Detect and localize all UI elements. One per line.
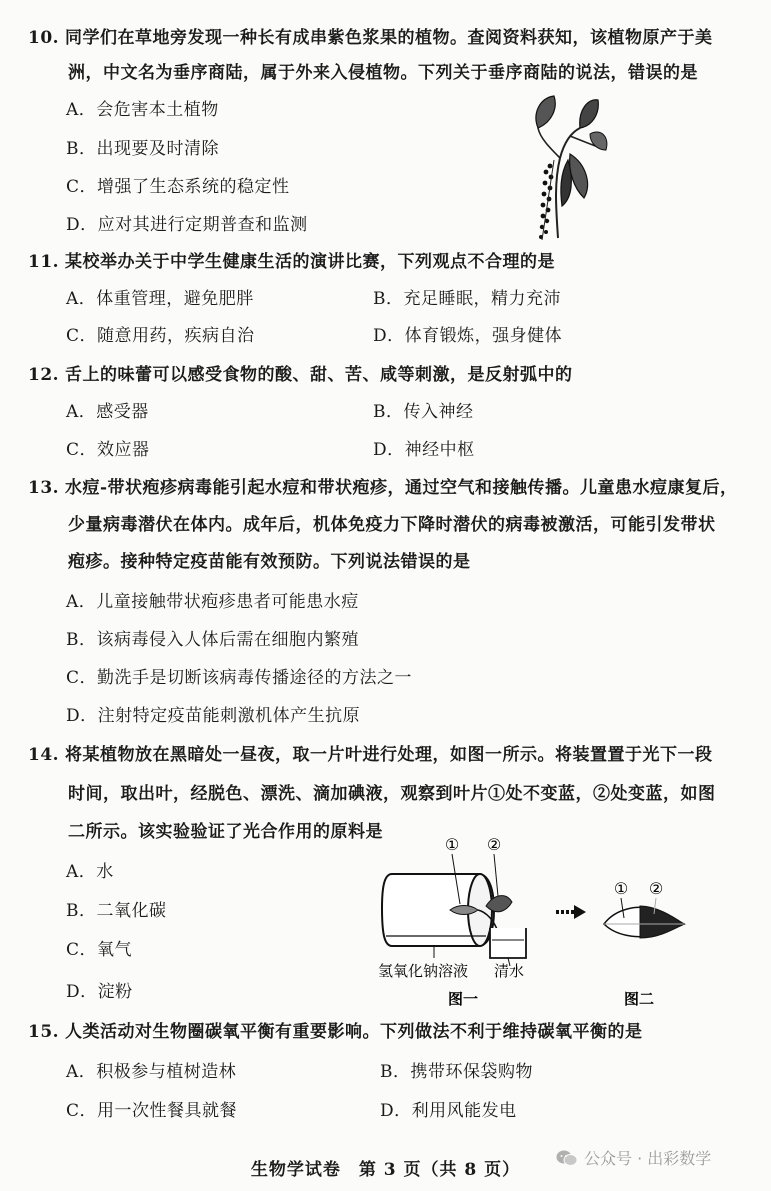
question-15-option-b: B．携带环保袋购物 (380, 1062, 533, 1082)
question-14-line-1: 14. 将某植物放在黑暗处一昼夜，取一片叶进行处理，如图一所示。将装置置于光下一段 (28, 745, 713, 765)
question-10-option-a: A．会危害本土植物 (66, 100, 219, 120)
question-15-option-d: D．利用风能发电 (380, 1101, 517, 1121)
question-14-line-3: 二所示。该实验验证了光合作用的原料是 (68, 822, 383, 842)
question-13-option-d: D．注射特定疫苗能刺激机体产生抗原 (66, 706, 361, 726)
question-14-option-b: B．二氧化碳 (66, 901, 167, 921)
question-15-line-1: 15. 人类活动对生物圈碳氧平衡有重要影响。下列做法不利于维持碳氧平衡的是 (28, 1022, 643, 1042)
watermark-text: 公众号 · 出彩数学 (584, 1149, 712, 1168)
question-12-line-1: 12. 舌上的味蕾可以感受食物的酸、甜、苦、咸等刺激，是反射弧中的 (28, 365, 573, 385)
question-14-line-2: 时间，取出叶，经脱色、漂洗、滴加碘液，观察到叶片①处不变蓝，②处变蓝，如图 (68, 784, 716, 804)
question-14-option-c: C．氧气 (66, 940, 133, 960)
label-sodium-hydroxide: 氢氧化钠溶液 (378, 962, 469, 980)
label-clear-water: 清水 (494, 962, 525, 980)
wechat-icon (556, 1149, 578, 1167)
question-14-option-a: A．水 (66, 862, 114, 882)
experiment-figure (378, 828, 698, 1008)
question-14-option-d: D．淀粉 (66, 982, 133, 1002)
question-15-option-c: C．用一次性餐具就餐 (66, 1101, 238, 1121)
figure-one-marker-2: ② (486, 835, 502, 854)
question-11-option-d: D．体育锻炼，强身健体 (373, 326, 563, 346)
question-13-option-b: B．该病毒侵入人体后需在细胞内繁殖 (66, 630, 359, 650)
arrow-icon (556, 905, 586, 919)
question-10-option-c: C．增强了生态系统的稳定性 (66, 177, 290, 197)
question-11-option-c: C．随意用药，疾病自治 (66, 326, 255, 346)
question-12-option-c: C．效应器 (66, 440, 150, 460)
figure-two-marker-1: ① (613, 879, 629, 898)
question-13-line-2: 少量病毒潜伏在体内。成年后，机体免疫力下降时潜伏的病毒被激活，可能引发带状 (68, 515, 716, 535)
figure-two-marker-2: ② (648, 879, 664, 898)
question-10-line-2: 洲，中文名为垂序商陆，属于外来入侵植物。下列关于垂序商陆的说法，错误的是 (68, 63, 698, 83)
question-10-option-d: D．应对其进行定期普查和监测 (66, 215, 308, 235)
caption-figure-two: 图二 (624, 990, 655, 1008)
caption-figure-one: 图一 (448, 990, 479, 1008)
question-13-option-c: C．勤洗手是切断该病毒传播途径的方法之一 (66, 668, 413, 688)
question-12-option-a: A．感受器 (66, 402, 149, 422)
question-15-option-a: A．积极参与植树造林 (66, 1062, 237, 1082)
figure-one-marker-1: ① (444, 835, 460, 854)
question-11-line-1: 11. 某校举办关于中学生健康生活的演讲比赛，下列观点不合理的是 (28, 252, 555, 272)
watermark (556, 1146, 711, 1169)
pokeweed-plant-illustration (510, 88, 620, 248)
question-13-option-a: A．儿童接触带状疱疹患者可能患水痘 (66, 592, 359, 612)
figure-one-apparatus (378, 835, 526, 1008)
question-12-option-d: D．神经中枢 (373, 440, 475, 460)
question-10-option-b: B．出现要及时清除 (66, 139, 219, 159)
question-13-line-1: 13. 水痘-带状疱疹病毒能引起水痘和带状疱疹，通过空气和接触传播。儿童患水痘康复后， (28, 478, 738, 498)
question-10-line-1: 10. 同学们在草地旁发现一种长有成串紫色浆果的植物。查阅资料获知，该植物原产于美 (28, 28, 713, 48)
figure-two-leaf (604, 879, 684, 1008)
question-12-option-b: B．传入神经 (373, 402, 474, 422)
question-11-option-a: A．体重管理，避免肥胖 (66, 289, 254, 309)
question-13-line-3: 疱疹。接种特定疫苗能有效预防。下列说法错误的是 (68, 552, 471, 572)
question-11-option-b: B．充足睡眠，精力充沛 (373, 289, 561, 309)
page-footer: 生物学试卷 第 3 页（共 8 页） (250, 1160, 521, 1180)
